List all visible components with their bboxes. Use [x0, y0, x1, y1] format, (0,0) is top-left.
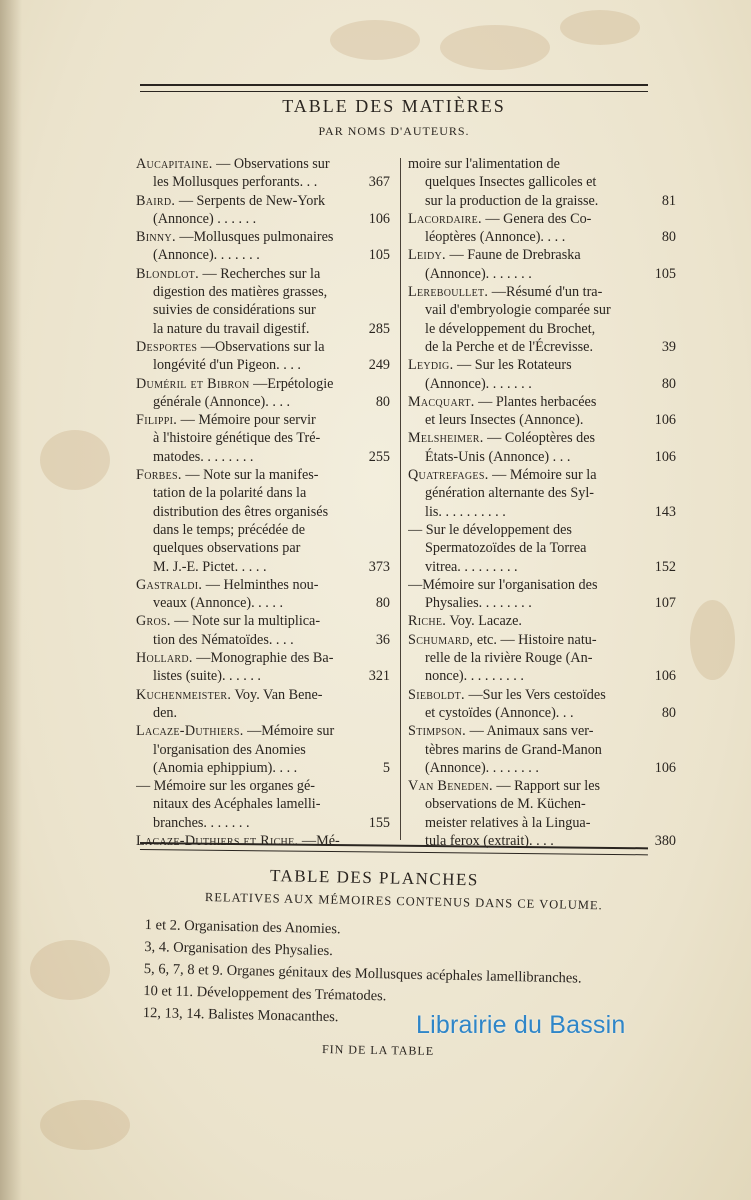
entry-text: M. J.-E. Pictet. . . . .	[153, 558, 267, 575]
index-entry	[408, 466, 676, 521]
entry-text: observations de M. Küchen-	[425, 796, 586, 813]
entry-line	[408, 795, 676, 813]
entry-line	[408, 210, 676, 228]
entry-line	[136, 375, 392, 393]
entry-line	[136, 210, 392, 228]
entry-line	[408, 283, 676, 301]
entry-author: Leidy.	[408, 247, 446, 264]
foxing-stain	[30, 940, 110, 1000]
entry-line	[136, 795, 392, 813]
index-entry	[408, 210, 676, 247]
entry-line	[408, 484, 676, 502]
entry-text: — Mémoire sur les organes gé-	[136, 778, 316, 795]
spine-shadow	[0, 0, 22, 1200]
index-entry	[136, 411, 392, 466]
entry-line	[408, 594, 676, 612]
entry-line	[408, 704, 676, 722]
entry-line	[136, 612, 392, 630]
entry-line	[408, 576, 676, 594]
entry-text: et cystoïdes (Annonce). . .	[425, 704, 574, 721]
entry-line	[136, 429, 392, 447]
entry-page-number: 80	[375, 393, 390, 410]
index-entry	[136, 192, 392, 229]
entry-text: de la Perche et de l'Écrevisse.	[425, 338, 593, 355]
entry-page-number: 106	[654, 412, 676, 429]
entry-text: la nature du travail digestif.	[153, 320, 310, 337]
entry-text: —Erpétologie	[253, 375, 334, 392]
entry-text: moire sur l'alimentation de	[408, 156, 560, 172]
planche-item: 12, 13, 14. Balistes Monacanthes.	[142, 1004, 339, 1026]
entry-line	[408, 521, 676, 539]
entry-author: Blondlot.	[136, 265, 199, 282]
foxing-stain	[40, 430, 110, 490]
entry-line	[136, 265, 392, 283]
entry-page-number: 152	[654, 558, 676, 575]
entry-page-number: 105	[368, 247, 390, 264]
planche-item: 1 et 2. Organisation des Anomies.	[144, 916, 341, 938]
entry-line	[136, 777, 392, 795]
entry-line	[408, 265, 676, 283]
entry-text: générale (Annonce). . . .	[153, 393, 291, 410]
entry-page-number: 80	[661, 375, 676, 392]
entry-text: —Mémoire sur l'organisation des	[408, 576, 598, 593]
entry-text: branches. . . . . . .	[153, 814, 250, 831]
index-entry	[408, 777, 676, 850]
index-entry	[408, 283, 676, 356]
index-entry	[408, 722, 676, 777]
entry-text: — Mémoire pour servir	[180, 412, 316, 429]
entry-author: Riche.	[408, 613, 447, 630]
entry-author: Quatrefages.	[408, 467, 489, 484]
entry-line	[136, 722, 392, 740]
entry-line	[136, 759, 392, 777]
entry-line	[408, 814, 676, 832]
entry-line	[408, 741, 676, 759]
entry-text: — Observations sur	[216, 156, 330, 172]
entry-text: (Annonce) . . . . . .	[153, 210, 257, 227]
entry-line	[136, 356, 392, 374]
entry-author: Lereboullet.	[408, 284, 489, 301]
index-entry	[136, 576, 392, 613]
entry-line	[408, 503, 676, 521]
entry-page-number: 81	[661, 192, 676, 209]
entry-text: nonce). . . . . . . . .	[425, 668, 524, 685]
entry-text: veaux (Annonce). . . . .	[153, 595, 284, 612]
entry-author: Gastraldi.	[136, 576, 203, 593]
entry-line	[408, 411, 676, 429]
entry-author: Filippi.	[136, 412, 178, 429]
entry-line	[136, 649, 392, 667]
entry-line	[408, 320, 676, 338]
entry-author: Binny.	[136, 229, 176, 246]
index-entry	[408, 356, 676, 393]
entry-text: — Faune de Drebraska	[449, 247, 581, 264]
index-entry	[136, 375, 392, 412]
entry-line	[408, 429, 676, 447]
entry-line	[136, 503, 392, 521]
entry-author: Desportes	[136, 338, 198, 355]
index-entry	[136, 612, 392, 649]
entry-author: Van Beneden.	[408, 778, 493, 795]
index-entry	[408, 429, 676, 466]
entry-line	[136, 594, 392, 612]
entry-text: tèbres marins de Grand-Manon	[425, 741, 602, 758]
foxing-stain	[330, 20, 420, 60]
column-divider	[400, 158, 401, 840]
entry-line	[136, 192, 392, 210]
entry-text: États-Unis (Annonce) . . .	[425, 448, 571, 465]
entry-text: quelques observations par	[153, 540, 301, 557]
entry-text: — Sur les Rotateurs	[456, 357, 572, 374]
entry-text: — Note sur la multiplica-	[174, 613, 321, 630]
index-entry	[408, 155, 676, 210]
entry-text: —Mémoire sur	[247, 723, 335, 740]
index-entry	[408, 246, 676, 283]
index-entry	[136, 649, 392, 686]
entry-text: listes (suite). . . . . .	[153, 668, 261, 685]
index-entry	[136, 777, 392, 832]
entry-text: (Anomia ephippium). . . .	[153, 759, 298, 776]
entry-line	[408, 375, 676, 393]
entry-author: Baird.	[136, 192, 176, 209]
entry-line	[136, 667, 392, 685]
planches-title: TABLE DES PLANCHES	[269, 866, 480, 890]
entry-page-number: 106	[368, 210, 390, 227]
index-entry	[408, 612, 676, 630]
entry-line	[408, 777, 676, 795]
entry-text: suivies de considérations sur	[153, 302, 316, 319]
entry-page-number: 143	[654, 503, 676, 520]
fin-de-la-table: FIN DE LA TABLE	[321, 1042, 435, 1058]
entry-line	[136, 155, 392, 173]
entry-text: — Coléoptères des	[487, 430, 596, 447]
entry-line	[136, 521, 392, 539]
entry-text: tation de la polarité dans la	[153, 485, 307, 502]
entry-text: — Recherches sur la	[202, 265, 321, 282]
entry-line	[408, 539, 676, 557]
entry-line	[408, 356, 676, 374]
entry-text: —Mollusques pulmonaires	[179, 229, 334, 246]
entry-text: dans le temps; précédée de	[153, 521, 306, 538]
entry-line	[408, 173, 676, 191]
entry-line	[408, 246, 676, 264]
entry-author: Forbes.	[136, 467, 182, 484]
entry-line	[136, 301, 392, 319]
entry-line	[136, 283, 392, 301]
entry-text: nitaux des Acéphales lamelli-	[153, 796, 321, 813]
entry-page-number: 80	[661, 704, 676, 721]
index-entry	[136, 265, 392, 338]
index-entry	[408, 521, 676, 576]
planches-subtitle: RELATIVES AUX MÉMOIRES CONTENUS DANS CE VOLUME.	[204, 890, 603, 913]
entry-author: Leydig.	[408, 357, 454, 374]
entry-author: Schumard,	[408, 631, 474, 648]
entry-text: vitrea. . . . . . . . .	[425, 558, 518, 575]
entry-line	[408, 338, 676, 356]
watermark-text: Librairie du Bassin	[416, 1011, 626, 1039]
right-column	[408, 155, 676, 850]
entry-text: — Plantes herbacées	[478, 393, 597, 410]
entry-page-number: 285	[368, 320, 390, 337]
entry-text: longévité d'un Pigeon. . . .	[153, 357, 301, 374]
entry-line	[408, 558, 676, 576]
entry-text: — Serpents de New-York	[178, 192, 326, 209]
entry-line	[136, 466, 392, 484]
entry-text: — Note sur la manifes-	[185, 467, 319, 484]
entry-page-number: 373	[368, 558, 390, 575]
entry-author: Stimpson.	[408, 723, 467, 740]
entry-line	[408, 759, 676, 777]
entry-text: vail d'embryologie comparée sur	[425, 302, 611, 319]
page-title: TABLE DES MATIÈRES	[282, 96, 506, 116]
index-entry	[408, 576, 676, 613]
entry-text: Voy. Van Bene-	[234, 686, 323, 703]
entry-text: le développement du Brochet,	[425, 320, 596, 337]
entry-text: —Résumé d'un tra-	[491, 284, 603, 301]
entry-line	[408, 155, 676, 173]
entry-text: —Mé-	[301, 832, 340, 849]
entry-author: Kuchenmeister.	[136, 686, 232, 703]
entry-line	[136, 576, 392, 594]
entry-line	[136, 173, 392, 191]
planche-item: 5, 6, 7, 8 et 9. Organes génitaux des Mollusques acéphales lamellibranches.	[143, 960, 582, 987]
index-entry	[136, 338, 392, 375]
entry-text: Physalies. . . . . . . .	[425, 595, 532, 612]
planche-item: 10 et 11. Développement des Trématodes.	[143, 982, 387, 1005]
entry-author: Lacordaire.	[408, 210, 482, 227]
entry-author: Sieboldt.	[408, 686, 465, 703]
foxing-stain	[690, 600, 735, 680]
entry-author: Lacaze-Duthiers.	[136, 723, 244, 740]
entry-page-number: 106	[654, 448, 676, 465]
index-entry	[136, 686, 392, 723]
entry-author: Macquart.	[408, 393, 475, 410]
index-entry	[136, 466, 392, 576]
foxing-stain	[560, 10, 640, 45]
entry-text: et leurs Insectes (Annonce).	[425, 412, 584, 429]
entry-text: (Annonce). . . . . . .	[425, 265, 532, 282]
entry-page-number: 105	[654, 265, 676, 282]
entry-text: matodes. . . . . . . .	[153, 448, 254, 465]
entry-page-number: 5	[382, 759, 390, 776]
entry-line	[408, 301, 676, 319]
entry-line	[408, 649, 676, 667]
entry-text: —Sur les Vers cestoïdes	[468, 686, 606, 703]
foxing-stain	[440, 25, 550, 70]
entry-page-number: 107	[654, 595, 676, 612]
entry-text: (Annonce). . . . . . .	[425, 375, 532, 392]
entry-line	[136, 393, 392, 411]
index-entry	[136, 228, 392, 265]
entry-line	[136, 539, 392, 557]
entry-line	[408, 722, 676, 740]
entry-line	[408, 466, 676, 484]
entry-line	[136, 448, 392, 466]
entry-text: — Helminthes nou-	[205, 576, 319, 593]
entry-line	[408, 448, 676, 466]
page-subtitle: PAR NOMS D'AUTEURS.	[318, 124, 470, 138]
index-entry	[136, 155, 392, 192]
entry-author: Melsheimer.	[408, 430, 484, 447]
entry-text: léoptères (Annonce). . . .	[425, 229, 566, 246]
entry-text: —Observations sur la	[200, 338, 325, 355]
entry-text: (Annonce). . . . . . . .	[425, 759, 539, 776]
index-entry	[408, 631, 676, 686]
entry-text: relle de la rivière Rouge (An-	[425, 650, 593, 667]
entry-line	[408, 228, 676, 246]
top-rule	[140, 84, 648, 92]
entry-text: tion des Nématoïdes. . . .	[153, 631, 294, 648]
index-entry	[408, 686, 676, 723]
entry-page-number: 155	[368, 814, 390, 831]
entry-line	[136, 741, 392, 759]
entry-text: tula ferox (extrait). . . .	[425, 832, 554, 849]
entry-author: Lacaze-Duthiers et Riche.	[136, 832, 299, 849]
entry-page-number: 39	[661, 338, 676, 355]
entry-line	[136, 246, 392, 264]
entry-page-number: 367	[368, 174, 390, 191]
entry-line	[408, 686, 676, 704]
entry-text: — Sur le développement des	[408, 521, 572, 538]
entry-text: (Annonce). . . . . . .	[153, 247, 260, 264]
entry-text: — Rapport sur les	[496, 778, 601, 795]
entry-line	[136, 411, 392, 429]
entry-text: distribution des êtres organisés	[153, 503, 329, 520]
entry-text: lis. . . . . . . . . .	[425, 503, 506, 520]
entry-text: quelques Insectes gallicoles et	[425, 174, 597, 191]
entry-page-number: 321	[368, 668, 390, 685]
entry-text: — Animaux sans ver-	[469, 723, 594, 740]
entry-text: l'organisation des Anomies	[153, 741, 306, 758]
entry-text: sur la production de la graisse.	[425, 192, 599, 209]
entry-page-number: 106	[654, 668, 676, 685]
entry-text: etc. — Histoire natu-	[476, 631, 597, 648]
index-entry	[136, 722, 392, 777]
entry-page-number: 249	[368, 357, 390, 374]
entry-page-number: 80	[661, 229, 676, 246]
entry-page-number: 80	[375, 595, 390, 612]
left-column	[136, 155, 392, 850]
entry-author: Gros.	[136, 613, 171, 630]
entry-text: génération alternante des Syl-	[425, 485, 595, 502]
entry-page-number: 106	[654, 759, 676, 776]
entry-line	[136, 338, 392, 356]
entry-text: —Monographie des Ba-	[196, 650, 334, 667]
entry-line	[408, 667, 676, 685]
entry-line	[136, 228, 392, 246]
entry-line	[136, 814, 392, 832]
entry-line	[408, 631, 676, 649]
entry-page-number: 36	[375, 631, 390, 648]
entry-line	[136, 631, 392, 649]
entry-line	[136, 558, 392, 576]
entry-page-number: 380	[654, 832, 676, 849]
entry-text: Spermatozoïdes de la Torrea	[425, 540, 587, 557]
entry-line	[136, 704, 392, 722]
index-entry	[408, 393, 676, 430]
planche-item: 3, 4. Organisation des Physalies.	[144, 938, 334, 960]
entry-page-number: 255	[368, 448, 390, 465]
entry-text: Voy. Lacaze.	[449, 613, 522, 630]
entry-line	[136, 686, 392, 704]
entry-author: Hollard.	[136, 650, 193, 667]
entry-text: digestion des matières grasses,	[153, 284, 328, 301]
entry-line	[136, 484, 392, 502]
entry-text: les Mollusques perforants. . .	[153, 174, 318, 191]
entry-text: meister relatives à la Lingua-	[425, 814, 591, 831]
foxing-stain	[40, 1100, 130, 1150]
entry-text: à l'histoire génétique des Tré-	[153, 430, 321, 447]
entry-line	[408, 612, 676, 630]
entry-line	[408, 393, 676, 411]
entry-line	[408, 192, 676, 210]
entry-author: Duméril et Bibron	[136, 375, 250, 392]
entry-text: — Genera des Co-	[485, 210, 592, 227]
entry-line	[136, 320, 392, 338]
entry-text: — Mémoire sur la	[492, 467, 597, 484]
entry-text: den.	[153, 704, 178, 721]
entry-author: Aucapitaine.	[136, 156, 213, 172]
